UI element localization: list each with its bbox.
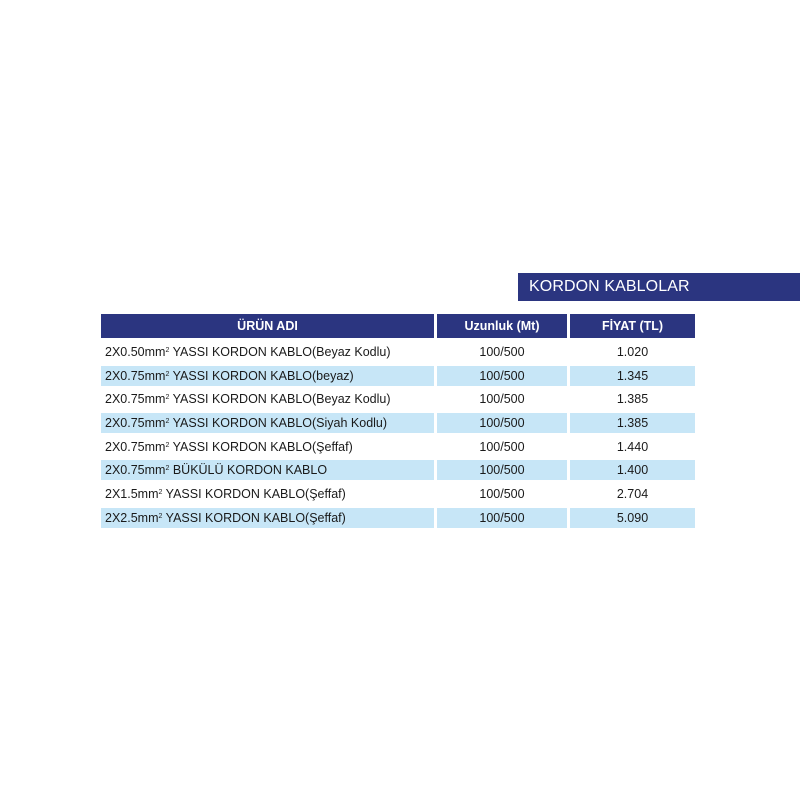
price-cell: 1.385: [616, 392, 649, 407]
length-cell: 100/500: [479, 487, 525, 502]
table-row: [101, 342, 695, 362]
length-cell: 100/500: [437, 508, 567, 528]
length-cell: 100/500: [437, 366, 567, 386]
length-cell: 100/500: [437, 413, 567, 433]
table-row: [101, 389, 695, 409]
product-size-unit-exponent: 2: [158, 512, 163, 520]
length-cell: 100/500: [479, 392, 525, 407]
product-size-unit-exponent: 2: [165, 347, 170, 354]
header-length: Uzunluk (Mt): [437, 314, 567, 338]
product-name-cell: [101, 389, 434, 409]
table-row: [101, 413, 695, 433]
product-size: 2X2.5mm: [105, 510, 159, 525]
product-size-unit-exponent: 2: [165, 465, 170, 473]
product-name-cell: [101, 437, 434, 457]
product-description: YASSI KORDON KABLO(Beyaz Kodlu): [169, 345, 391, 359]
product-description: YASSI KORDON KABLO(beyaz): [169, 368, 354, 383]
product-size: 2X0.75mm: [105, 392, 166, 407]
product-size: 2X0.75mm: [105, 368, 166, 383]
product-size: 2X0.75mm: [105, 463, 166, 478]
product-description: YASSI KORDON KABLO(Siyah Kodlu): [169, 416, 388, 431]
product-size-unit-exponent: 2: [165, 418, 170, 426]
section-title-banner: KORDON KABLOLAR: [518, 273, 800, 301]
product-name-cell: [101, 508, 434, 528]
product-description: YASSI KORDON KABLO(Şeffaf): [169, 439, 353, 454]
table-row: [101, 484, 695, 504]
length-cell: 100/500: [437, 460, 567, 480]
price-cell: 1.400: [570, 460, 695, 480]
product-size-unit-exponent: 2: [165, 370, 170, 378]
product-name-cell: [101, 413, 434, 433]
product-name-cell: [101, 342, 434, 362]
product-size-unit-exponent: 2: [165, 394, 170, 402]
product-name-cell: [101, 484, 434, 504]
header-product-name: ÜRÜN ADI: [101, 314, 434, 338]
price-cell: 1.345: [570, 366, 695, 386]
product-description: YASSI KORDON KABLO(Şeffaf): [162, 510, 346, 525]
product-description: YASSI KORDON KABLO(Şeffaf): [162, 487, 346, 502]
product-size: 2X1.5mm: [105, 487, 159, 502]
product-size-unit-exponent: 2: [158, 489, 163, 497]
price-cell: 5.090: [570, 508, 695, 528]
product-description: YASSI KORDON KABLO(Beyaz Kodlu): [169, 392, 391, 407]
table-row: [101, 366, 695, 386]
product-size: 2X0.50mm: [105, 345, 166, 359]
header-price: FİYAT (TL): [570, 314, 695, 338]
price-cell: 2.704: [616, 487, 649, 502]
length-cell: 100/500: [479, 345, 525, 359]
product-name-cell: [101, 460, 434, 480]
price-cell: 1.385: [570, 413, 695, 433]
table-row: [101, 508, 695, 528]
product-size: 2X0.75mm: [105, 416, 166, 431]
price-table: [101, 314, 695, 532]
price-cell: 1.020: [616, 345, 649, 359]
product-description: BÜKÜLÜ KORDON KABLO: [169, 463, 328, 478]
product-name-cell: [101, 366, 434, 386]
price-cell: 1.440: [616, 439, 649, 454]
length-cell: 100/500: [479, 439, 525, 454]
product-size-unit-exponent: 2: [165, 441, 170, 449]
table-header: [101, 314, 695, 338]
product-size: 2X0.75mm: [105, 439, 166, 454]
table-row: [101, 437, 695, 457]
table-row: [101, 460, 695, 480]
